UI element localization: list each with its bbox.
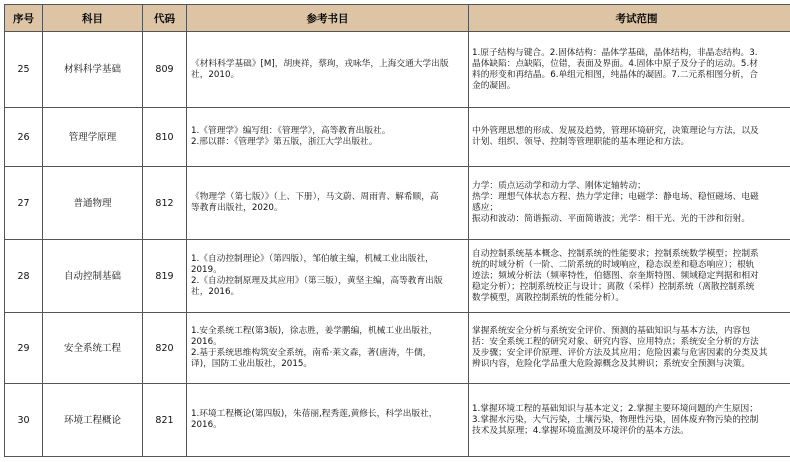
seq-cell: 30 [5, 384, 43, 457]
books-line: 译)，国防工业出版社，2015。 [191, 359, 313, 369]
table-header-row [5, 5, 790, 32]
scope-line: 括：安全系统工程的研究对象、研究内容、应用特点；系统安全分析的方法 [472, 337, 759, 347]
scope-line: 统的时域分析（一阶、二阶系统的时域响应，稳态误差和稳态响应）；根轨 [472, 259, 755, 270]
books-cell [187, 108, 469, 167]
books-line: 2.《自动控制原理及其应用》（第三版），黄坚主编，高等教育出版 [191, 276, 443, 286]
books-line: 社，2016。 [191, 287, 240, 297]
books-line: 2.邢以群：《管理学》第五版，浙江大学出版社。 [191, 137, 378, 147]
code-cell: 810 [143, 108, 187, 167]
code-cell: 819 [143, 240, 187, 313]
books-line: 1.环境工程概论(第四版)，朱蓓丽,程秀莲,黄修长，科学出版社， [191, 409, 438, 419]
exam-subjects-table [4, 4, 790, 457]
subject-cell: 自动控制基础 [43, 240, 143, 313]
table-row [5, 384, 790, 457]
header-code: 代码 [143, 5, 187, 32]
scope-cell [469, 313, 790, 384]
books-cell [187, 167, 469, 240]
books-line: 等教育出版社，2020。 [191, 203, 283, 213]
books-line: 《物理学（第七版）》（上、下册），马文蔚、周雨青、解希顺，高 [191, 192, 439, 202]
scope-line: 数学模型，离散控制系统的性能分析）。 [472, 292, 625, 303]
scope-line: 中外管理思想的形成、发展及趋势，管理环境研究，决策理论与方法，以及 [472, 126, 759, 136]
scope-cell [469, 167, 790, 240]
seq-cell: 28 [5, 240, 43, 313]
code-cell: 821 [143, 384, 187, 457]
scope-line: 及步骤；安全评价原理、评价方法及其应用；危险因素与危害因素的分类及其 [472, 348, 768, 358]
books-line: 社，2010。 [191, 69, 240, 80]
scope-line: 计划、组织、领导、控制等管理职能的基本理论和方法。 [472, 137, 690, 147]
subject-cell: 材料科学基础 [43, 32, 143, 108]
subject-cell: 普通物理 [43, 167, 143, 240]
scope-line: 稳定分析）；控制系统校正与设计；离散（采样）控制系统（离散控制系统 [472, 281, 755, 292]
header-seq: 序号 [5, 5, 43, 32]
scope-line: 3.掌握水污染，大气污染，土壤污染，物理性污染，固体废弃物污染的控制 [472, 414, 759, 425]
books-line: 1.安全系统工程(第3版)，徐志胜，姜学鹏编，机械工业出版社， [191, 326, 438, 336]
table-row [5, 32, 790, 108]
scope-line: 金的凝固。 [472, 80, 516, 91]
books-cell [187, 240, 469, 313]
table-row [5, 167, 790, 240]
header-subject: 科目 [43, 5, 143, 32]
subject-cell: 管理学原理 [43, 108, 143, 167]
table-row [5, 108, 790, 167]
scope-line: 1.原子结构与键合。2.固体结构：晶体学基础，晶体结构，非晶态结构。3. [472, 47, 758, 58]
code-cell: 812 [143, 167, 187, 240]
books-line: 2016。 [191, 420, 222, 430]
subject-cell: 环境工程概论 [43, 384, 143, 457]
code-cell: 809 [143, 32, 187, 108]
books-line: 1.《管理学》编写组：《管理学》，高等教育出版社。 [191, 126, 391, 136]
seq-cell: 27 [5, 167, 43, 240]
books-line: 《材料科学基础》[M]，胡庚祥，蔡珣，戎咏华，上海交通大学出版 [191, 58, 449, 69]
scope-cell [469, 384, 790, 457]
scope-cell [469, 32, 790, 108]
scope-line: 掌握系统安全分析与系统安全评价、预测的基础知识与基本方法，内容包 [472, 326, 750, 336]
code-cell: 820 [143, 313, 187, 384]
scope-line: 力学：质点运动学和动力学、刚体定轴转动； [472, 181, 646, 191]
books-line: 2019。 [191, 265, 222, 275]
scope-line: 技术及其原理；4.掌握环境监测及环境评价的基本方法。 [472, 425, 689, 436]
scope-line: 感应； [472, 203, 499, 213]
scope-line: 热学：理想气体状态方程、热力学定律；电磁学：静电场、稳恒磁场、电磁 [472, 192, 759, 202]
table-row [5, 240, 790, 313]
scope-cell [469, 108, 790, 167]
scope-line: 振动和波动：简谐振动、平面简谐波；光学：相干光、光的干涉和衍射。 [472, 214, 750, 224]
books-line: 1.《自动控制理论》（第四版），邹伯敏主编，机械工业出版社， [191, 254, 434, 264]
scope-cell [469, 240, 790, 313]
seq-cell: 26 [5, 108, 43, 167]
scope-line: 辨识内容，危险化学品重大危险源概念及其辨识；系统安全预测与决策。 [472, 359, 750, 369]
seq-cell: 29 [5, 313, 43, 384]
table-row [5, 313, 790, 384]
scope-line: 1.掌握环境工程的基础知识与基本定义；2.掌握主要环境问题的产生原因； [472, 403, 758, 414]
seq-cell: 25 [5, 32, 43, 108]
header-scope: 考试范围 [469, 5, 790, 32]
scope-line: 晶体缺陷：点缺陷，位错，表面及界面。4.固体中原子及分子的运动。5.材 [472, 58, 758, 69]
scope-line: 迹法；频域分析法（频率特性，伯德图、奈奎斯特图、频域稳定判据和相对 [472, 270, 759, 281]
books-cell [187, 313, 469, 384]
books-cell [187, 32, 469, 108]
scope-line: 料的形变和再结晶。6.单组元相图，纯晶体的凝固。7.二元系相图分析，合 [472, 69, 758, 80]
subject-cell: 安全系统工程 [43, 313, 143, 384]
scope-line: 自动控制系统基本概念、控制系统的性能要求；控制系统数学模型；控制系 [472, 248, 759, 259]
header-books: 参考书目 [187, 5, 469, 32]
books-cell [187, 384, 469, 457]
books-line: 2.基于系统思维构筑安全系统，南希·莱文森，著(唐涛，牛儒， [191, 348, 432, 358]
books-line: 2016。 [191, 337, 222, 347]
